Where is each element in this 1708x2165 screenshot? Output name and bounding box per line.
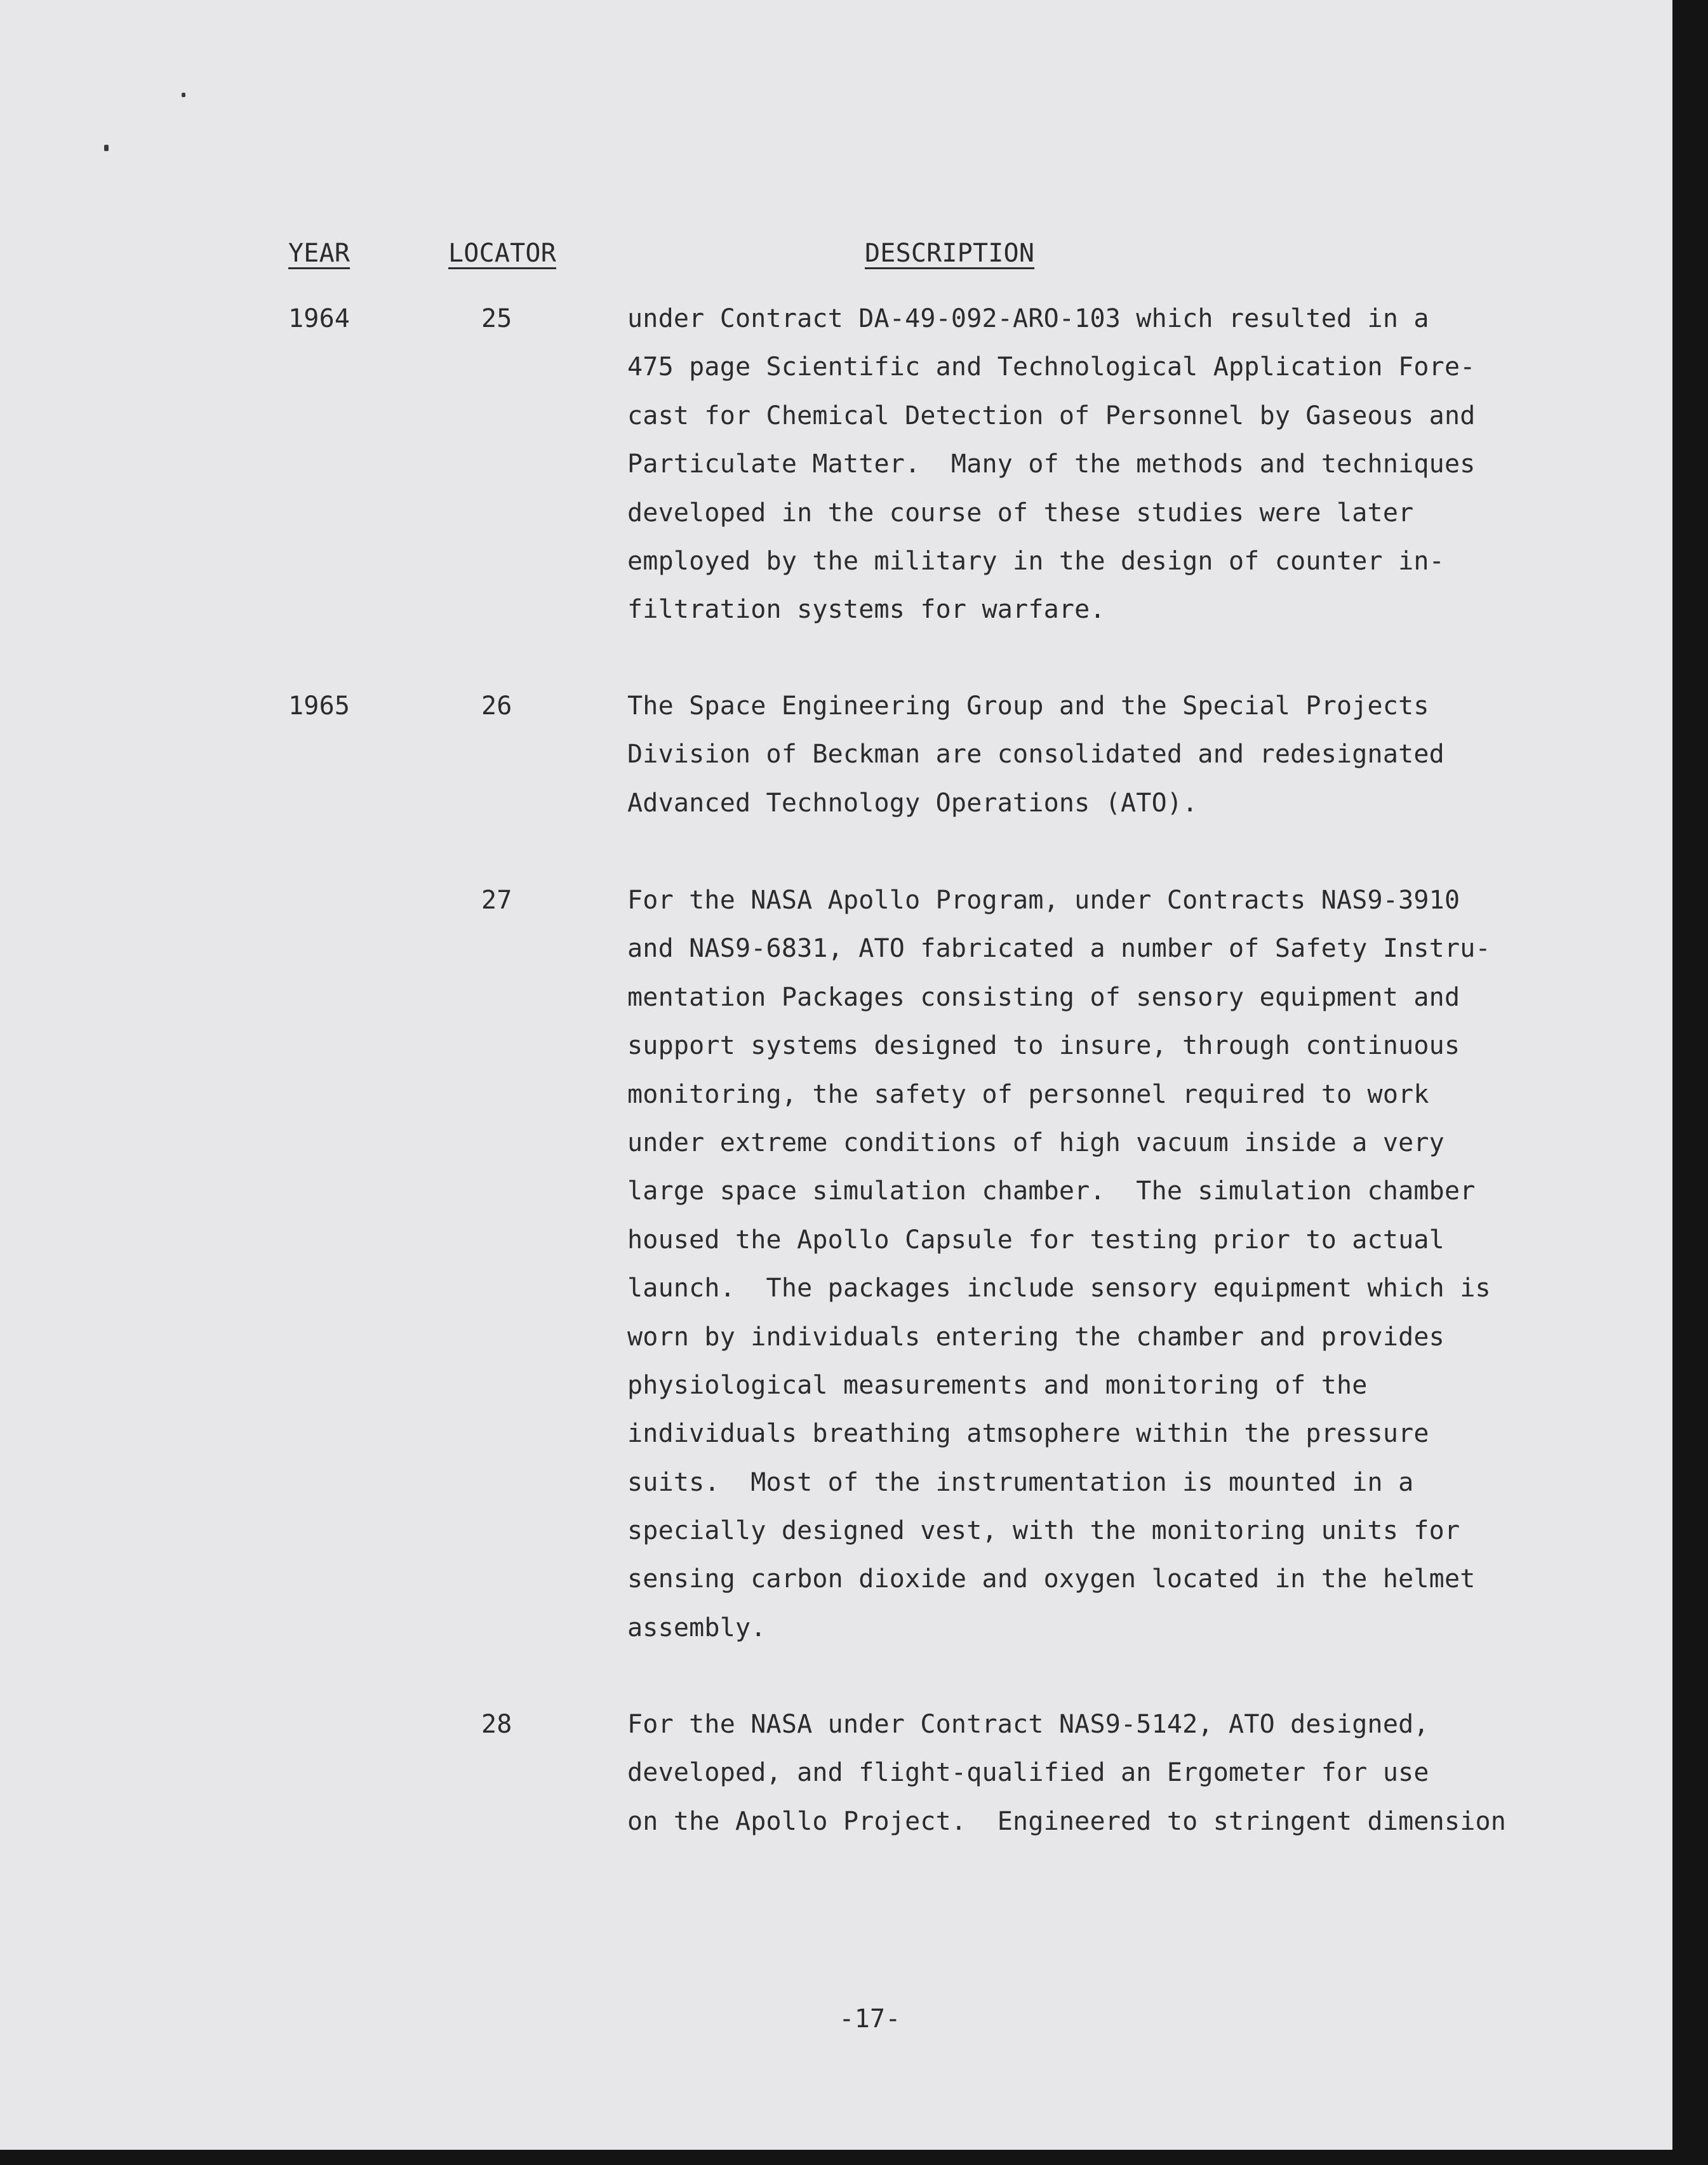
page-number: -17-: [839, 2004, 901, 2034]
locator-column-header: LOCATOR: [448, 239, 556, 268]
scan-speck: [182, 93, 185, 97]
description-line: 475 page Scientific and Technological Application Fore-: [627, 352, 1476, 382]
entry-year: 1964: [288, 304, 350, 333]
description-line: large space simulation chamber. The simulation chamber: [627, 1176, 1476, 1206]
description-line: employed by the military in the design of counter in-: [627, 546, 1444, 576]
description-line: Particulate Matter. Many of the methods and techniques: [627, 450, 1476, 479]
description-line: Division of Beckman are consolidated and redesignated: [627, 740, 1444, 769]
description-line: For the NASA under Contract NAS9-5142, ATO designed,: [627, 1710, 1429, 1739]
description-line: monitoring, the safety of personnel required to work: [627, 1079, 1429, 1109]
entry-year: 1965: [288, 691, 350, 721]
description-line: support systems designed to insure, through continuous: [627, 1031, 1460, 1061]
description-line: under extreme conditions of high vacuum inside a very: [627, 1128, 1444, 1157]
description-line: individuals breathing atmsophere within the pressure: [627, 1419, 1429, 1449]
description-line: suits. Most of the instrumentation is mounted in a: [627, 1467, 1414, 1497]
entry-locator: 27: [481, 886, 512, 915]
entry-locator: 28: [481, 1710, 512, 1739]
description-line: sensing carbon dioxide and oxygen located in the helmet: [627, 1564, 1476, 1594]
description-line: For the NASA Apollo Program, under Contracts NAS9-3910: [627, 886, 1460, 915]
description-line: housed the Apollo Capsule for testing prior to actual: [627, 1225, 1444, 1255]
description-line: Advanced Technology Operations (ATO).: [627, 788, 1198, 818]
description-line: physiological measurements and monitoring of the: [627, 1370, 1368, 1400]
description-line: developed, and flight-qualified an Ergometer for use: [627, 1758, 1429, 1788]
description-line: launch. The packages include sensory equipment which is: [627, 1274, 1491, 1303]
description-column-header: DESCRIPTION: [865, 239, 1035, 268]
description-line: under Contract DA-49-092-ARO-103 which resulted in a: [627, 304, 1429, 333]
description-line: and NAS9-6831, ATO fabricated a number of Safety Instru-: [627, 934, 1491, 964]
description-line: assembly.: [627, 1613, 766, 1642]
entry-description: [627, 1700, 1580, 1846]
description-line: specially designed vest, with the monitoring units for: [627, 1516, 1460, 1546]
description-line: on the Apollo Project. Engineered to stringent dimension: [627, 1806, 1507, 1836]
entry-description: [627, 295, 1580, 634]
entry-description: [627, 682, 1580, 827]
description-line: The Space Engineering Group and the Special Projects: [627, 691, 1429, 721]
description-line: developed in the course of these studies were later: [627, 498, 1414, 528]
description-line: mentation Packages consisting of sensory equipment and: [627, 982, 1460, 1012]
entry-locator: 25: [481, 304, 512, 333]
entry-description: [627, 876, 1580, 1652]
year-column-header: YEAR: [288, 239, 350, 268]
description-line: cast for Chemical Detection of Personnel by Gaseous and: [627, 401, 1476, 430]
entry-locator: 26: [481, 691, 512, 721]
scan-speck: [104, 145, 109, 151]
description-line: worn by individuals entering the chamber and provides: [627, 1322, 1444, 1352]
description-line: filtration systems for warfare.: [627, 595, 1105, 625]
